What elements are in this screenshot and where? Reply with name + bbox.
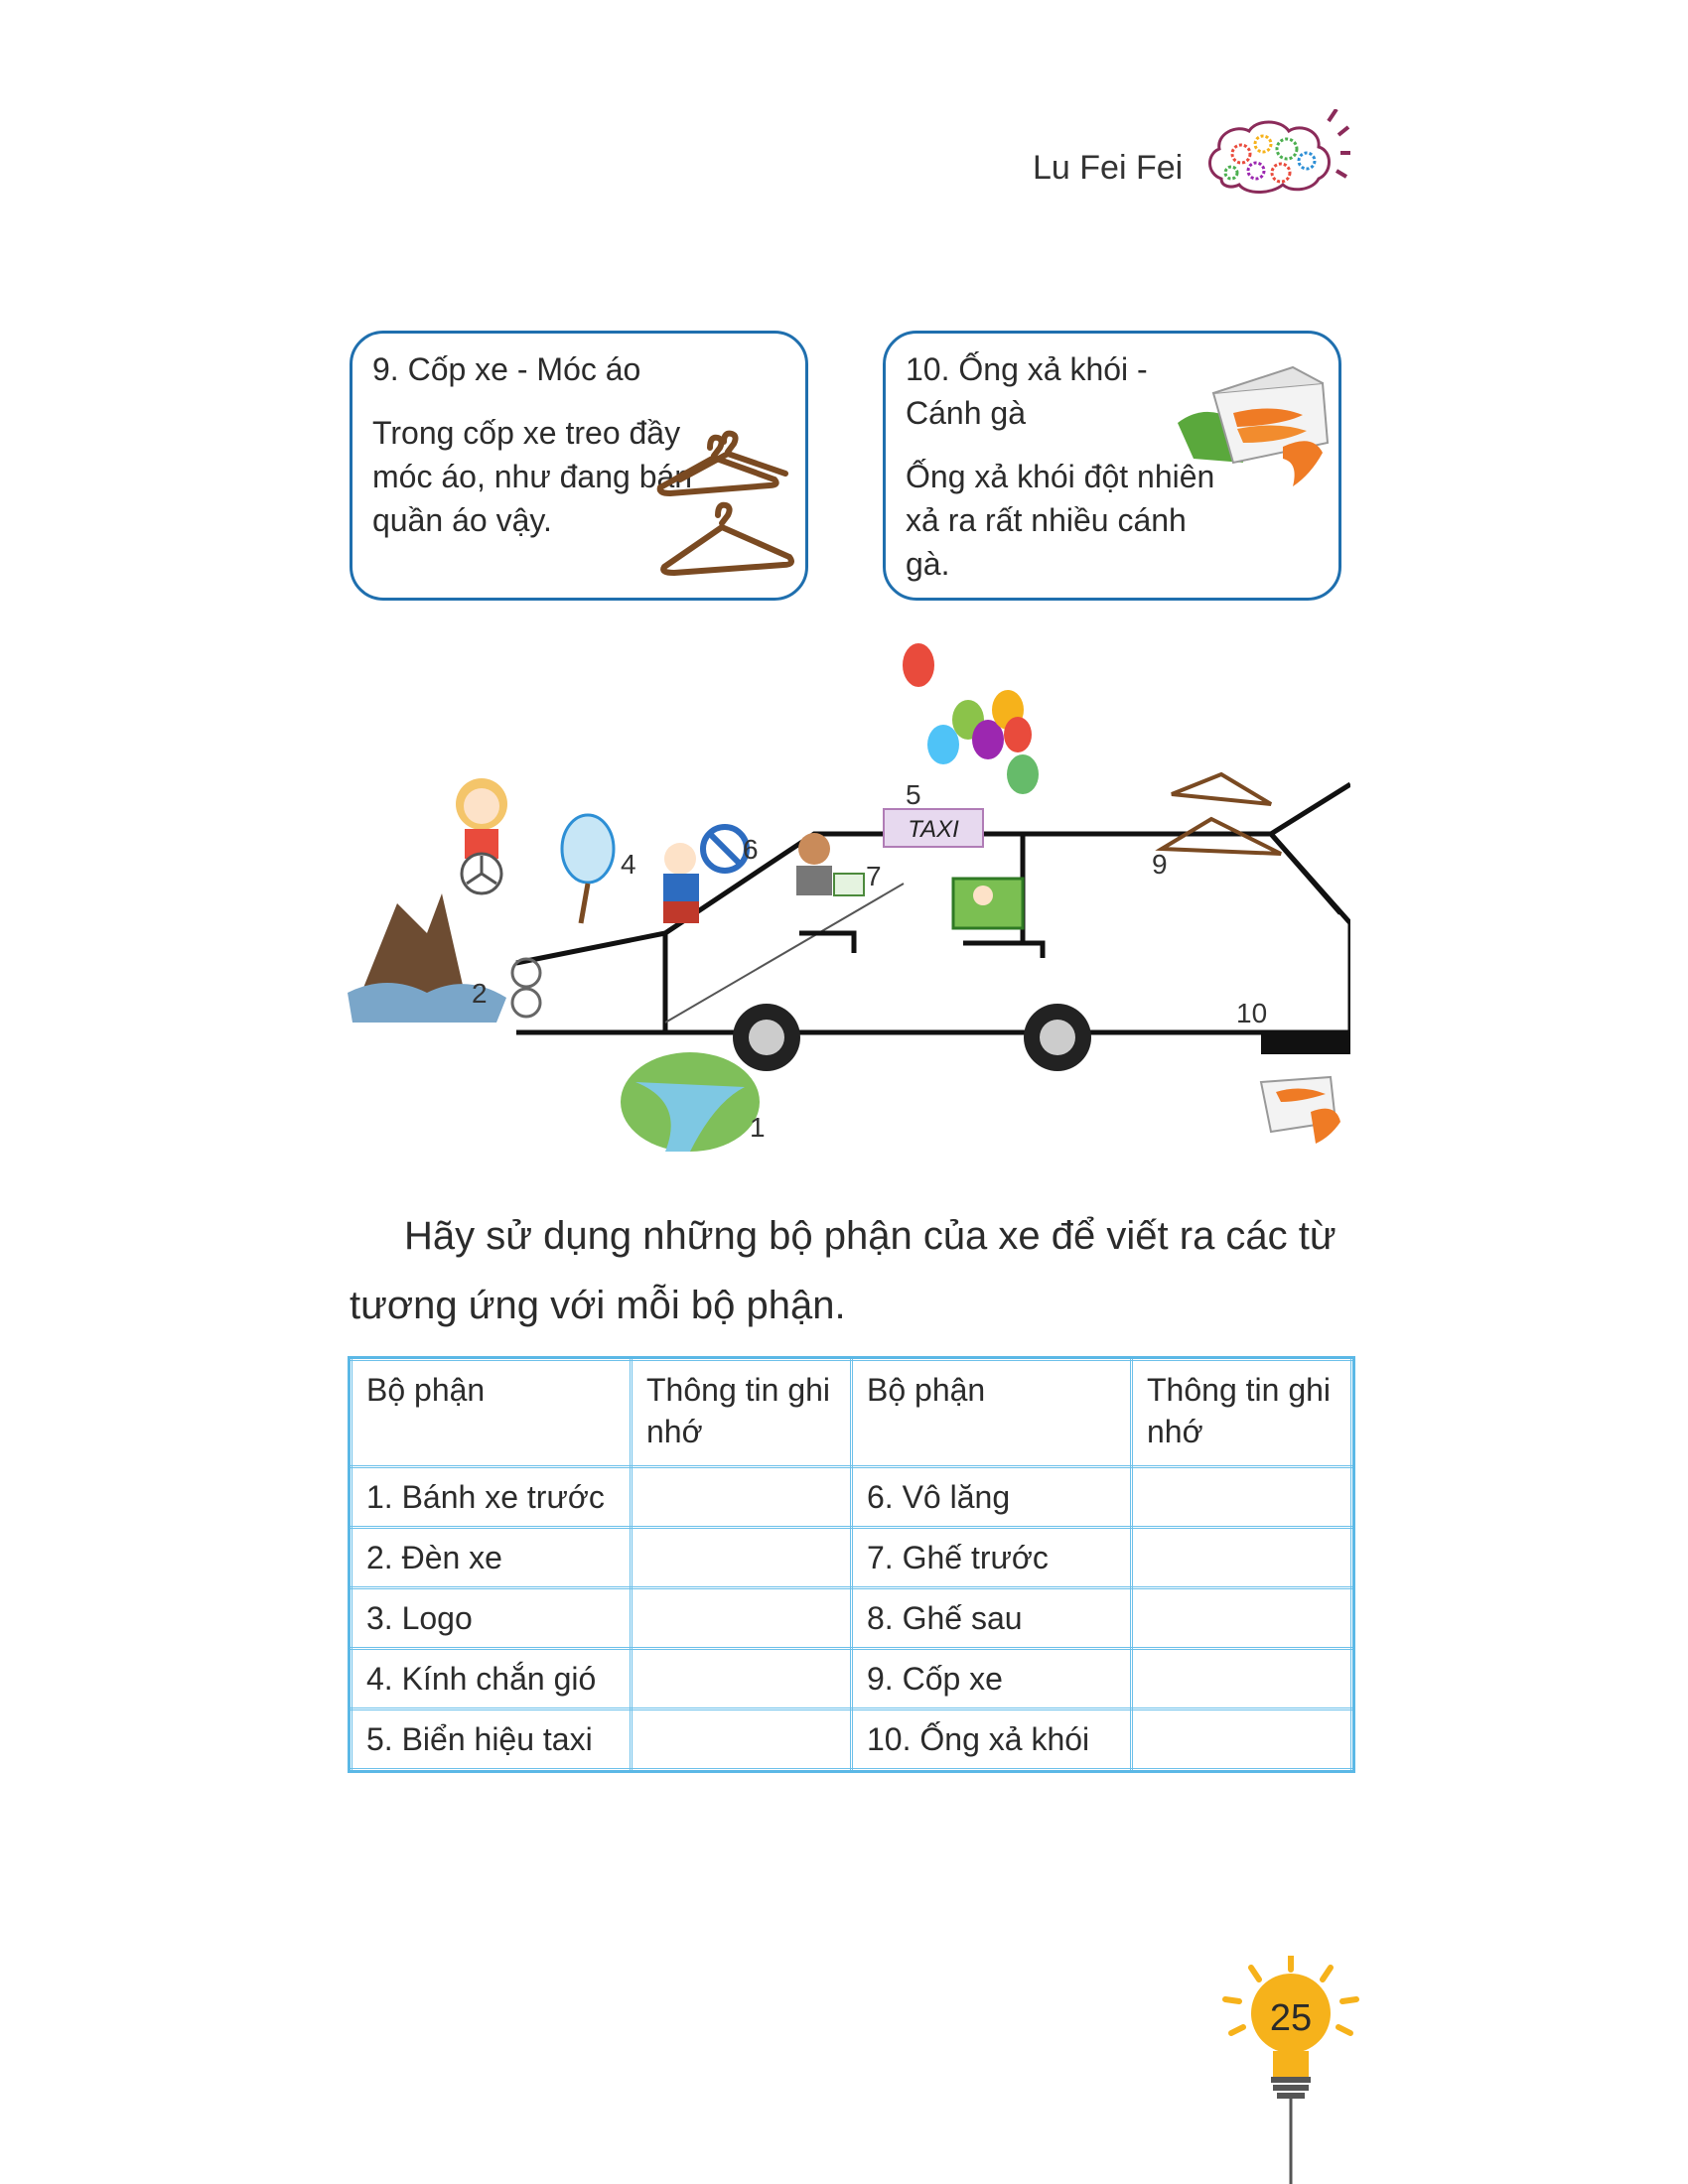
table-row: [352, 1588, 1352, 1649]
illustration-label: 7: [866, 861, 882, 891]
card-text: Ống xả khói đột nhiên xả ra rất nhiều cánh gà.: [906, 459, 1215, 582]
memo-cell[interactable]: [632, 1467, 852, 1528]
balloons-icon: [903, 643, 1039, 794]
hand-mirror-icon: [562, 815, 614, 923]
illustration-label: 1: [750, 1112, 766, 1143]
memo-cell[interactable]: [1132, 1649, 1352, 1709]
taxi-sign-text: TAXI: [908, 816, 959, 843]
headlight-icon: [512, 959, 540, 1017]
table-row: [352, 1649, 1352, 1709]
car-mnemonic-illustration: [348, 635, 1350, 1171]
river-landscape-icon: [621, 1052, 760, 1152]
part-cell: 8. Ghế sau: [852, 1588, 1132, 1649]
no-sign-icon: [703, 827, 747, 871]
front-wheel-icon: [733, 1004, 800, 1071]
mnemonic-card-exhaust: [883, 331, 1341, 601]
header-cell: Bộ phận: [352, 1360, 632, 1467]
memo-cell[interactable]: [632, 1588, 852, 1649]
memo-cell[interactable]: [1132, 1588, 1352, 1649]
chicken-wings-box-icon: [1174, 363, 1333, 492]
header-cell: Bộ phận: [852, 1360, 1132, 1467]
part-cell: 1. Bánh xe trước: [352, 1467, 632, 1528]
card-title: 10. Ống xả khói - Cánh gà: [906, 351, 1148, 431]
memo-cell[interactable]: [1132, 1709, 1352, 1770]
header-cell: Thông tin ghi nhớ: [632, 1360, 852, 1467]
part-cell: 2. Đèn xe: [352, 1528, 632, 1588]
trunk-hangers-icon: [1162, 774, 1281, 854]
woman-with-logo-icon: [456, 778, 507, 893]
card-text: Trong cốp xe treo đầy móc áo, như đang bán quần áo vậy.: [372, 415, 693, 538]
header-cell: Thông tin ghi nhớ: [1132, 1360, 1352, 1467]
illustration-label: 4: [621, 849, 636, 880]
part-cell: 4. Kính chắn gió: [352, 1649, 632, 1709]
back-seat-icon: [953, 879, 1043, 958]
part-cell: 7. Ghế trước: [852, 1528, 1132, 1588]
boy-icon: [663, 843, 699, 923]
rear-wheel-icon: [1024, 1004, 1091, 1071]
part-cell: 10. Ống xả khói: [852, 1709, 1132, 1770]
illustration-label: 6: [743, 834, 759, 865]
table-row: [352, 1467, 1352, 1528]
author-name: Lu Fei Fei: [1033, 149, 1184, 187]
card-title: 9. Cốp xe - Móc áo: [372, 351, 641, 387]
memo-cell[interactable]: [1132, 1467, 1352, 1528]
part-cell: 6. Vô lăng: [852, 1467, 1132, 1528]
part-cell: 5. Biển hiệu taxi: [352, 1709, 632, 1770]
part-cell: 9. Cốp xe: [852, 1649, 1132, 1709]
parts-table: [350, 1358, 1350, 1771]
lightbulb-icon: [1221, 1956, 1360, 2184]
illustration-label: 2: [472, 978, 488, 1009]
memo-cell[interactable]: [632, 1528, 852, 1588]
page-number: 25: [1269, 1997, 1313, 2039]
memo-cell[interactable]: [1132, 1528, 1352, 1588]
illustration-label: 10: [1236, 998, 1268, 1028]
memo-cell[interactable]: [632, 1649, 852, 1709]
exhaust-chicken-wings-icon: [1261, 1077, 1340, 1144]
table-header-row: [352, 1360, 1352, 1467]
clothes-hanger-icon: [650, 428, 799, 587]
instruction-text: Hãy sử dụng những bộ phận của xe để viết ra các từ tương ứng với mỗi bộ phận.: [350, 1214, 1336, 1327]
illustration-label: 5: [906, 779, 921, 810]
mnemonic-card-trunk: [350, 331, 808, 601]
memo-cell[interactable]: [632, 1709, 852, 1770]
table-row: [352, 1709, 1352, 1770]
illustration-label: 9: [1152, 849, 1168, 880]
part-cell: 3. Logo: [352, 1588, 632, 1649]
table-row: [352, 1528, 1352, 1588]
robber-icon: [796, 833, 864, 953]
brain-gears-icon: [1201, 109, 1350, 208]
